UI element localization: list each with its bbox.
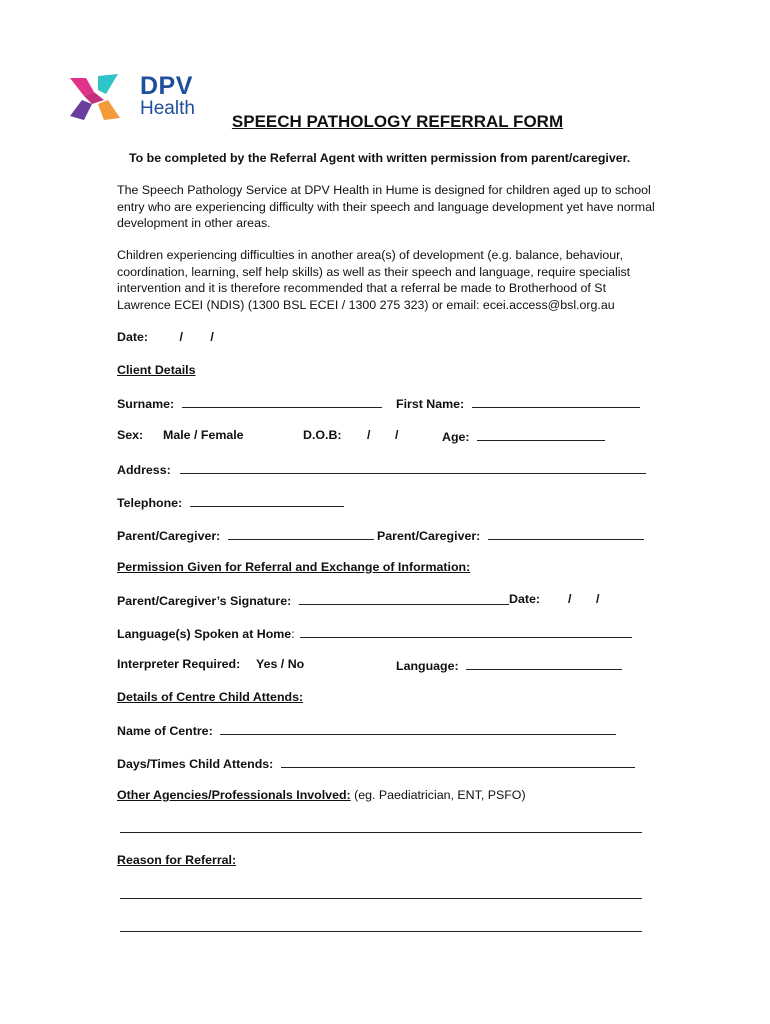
surname-row <box>117 395 382 411</box>
parent2-label: Parent/Caregiver: <box>377 529 481 543</box>
intro-paragraph-1: The Speech Pathology Service at DPV Health in Hume is designed for children aged up to school entry who are experiencing difficulty with their speech and language development yet have normal development in other areas. <box>117 183 655 230</box>
centre-name-row <box>117 722 616 738</box>
agencies-row <box>117 788 526 802</box>
days-row <box>117 755 635 771</box>
form-title: SPEECH PATHOLOGY REFERRAL FORM <box>231 112 564 131</box>
logo-line1: DPV <box>140 72 193 100</box>
languages-row <box>117 625 632 641</box>
centre-name-input[interactable] <box>220 722 616 735</box>
centre-name-label: Name of Centre: <box>117 724 213 738</box>
reason-input-line-1[interactable] <box>120 898 642 899</box>
languages-label: Language(s) Spoken at Home <box>117 627 292 641</box>
intro-paragraph-2: Children experiencing difficulties in another area(s) of development (e.g. balance, behaviour, coordination, learning, self help skills) as well as their speech and language, require specialist intervention and it is therefore recommended that a referral be made to Brotherhood of St Lawrence ECEI (NDIS) (1300 BSL ECEI / 1300 275 323) or email: ecei.access@bsl.org.au <box>117 248 631 312</box>
client-details-heading: Client Details <box>117 363 196 377</box>
parent-row-1 <box>117 527 374 543</box>
dob-label: D.O.B: <box>303 428 342 442</box>
parent1-input[interactable] <box>228 527 374 540</box>
agencies-hint: (eg. Paediatrician, ENT, PSFO) <box>354 788 526 802</box>
interpreter-options[interactable]: Yes / No <box>256 657 305 671</box>
sex-options[interactable]: Male / Female <box>163 428 244 442</box>
parent-row-2 <box>377 527 644 543</box>
dob-sep-2: / <box>395 428 399 442</box>
languages-input[interactable] <box>300 625 632 638</box>
telephone-label: Telephone: <box>117 496 183 510</box>
form-title-row <box>0 112 770 132</box>
address-label: Address: <box>117 463 171 477</box>
dob-sep-1: / <box>367 428 371 442</box>
parent2-input[interactable] <box>488 527 644 540</box>
first-name-label: First Name: <box>396 397 465 411</box>
date-sep-1: / <box>179 330 183 344</box>
date-label: Date: <box>117 330 148 344</box>
logo-line2: Health <box>140 98 195 119</box>
address-row <box>117 461 646 477</box>
languages-colon: : <box>291 627 295 641</box>
agencies-input-line[interactable] <box>120 832 642 833</box>
reason-input-line-2[interactable] <box>120 931 642 932</box>
permission-date-sep-2: / <box>596 592 600 606</box>
age-row <box>442 428 605 444</box>
language-label: Language: <box>396 659 459 673</box>
address-input[interactable] <box>180 461 646 474</box>
parent1-label: Parent/Caregiver: <box>117 529 221 543</box>
age-input[interactable] <box>477 428 605 441</box>
sex-label: Sex: <box>117 428 144 442</box>
permission-date-label: Date: <box>509 592 540 606</box>
surname-label: Surname: <box>117 397 175 411</box>
instruction-text: To be completed by the Referral Agent with written permission from parent/caregiver. <box>129 151 631 165</box>
date-sep-2: / <box>210 330 214 344</box>
signature-label: Parent/Caregiver’s Signature: <box>117 594 292 608</box>
age-label: Age: <box>442 430 470 444</box>
telephone-row <box>117 494 344 510</box>
signature-row <box>117 592 509 608</box>
first-name-row <box>396 395 640 411</box>
permission-heading: Permission Given for Referral and Exchange of Information: <box>117 560 471 574</box>
interpreter-label: Interpreter Required: <box>117 657 241 671</box>
permission-date-sep-1: / <box>568 592 572 606</box>
agencies-heading: Other Agencies/Professionals Involved: <box>117 788 351 802</box>
days-input[interactable] <box>281 755 635 768</box>
first-name-input[interactable] <box>472 395 640 408</box>
reason-heading: Reason for Referral: <box>117 853 237 867</box>
days-label: Days/Times Child Attends: <box>117 757 274 771</box>
surname-input[interactable] <box>182 395 382 408</box>
centre-heading: Details of Centre Child Attends: <box>117 690 304 704</box>
date-row <box>117 330 214 344</box>
language-input[interactable] <box>466 657 622 670</box>
language-row <box>396 657 622 673</box>
telephone-input[interactable] <box>190 494 344 507</box>
signature-input[interactable] <box>299 592 509 605</box>
